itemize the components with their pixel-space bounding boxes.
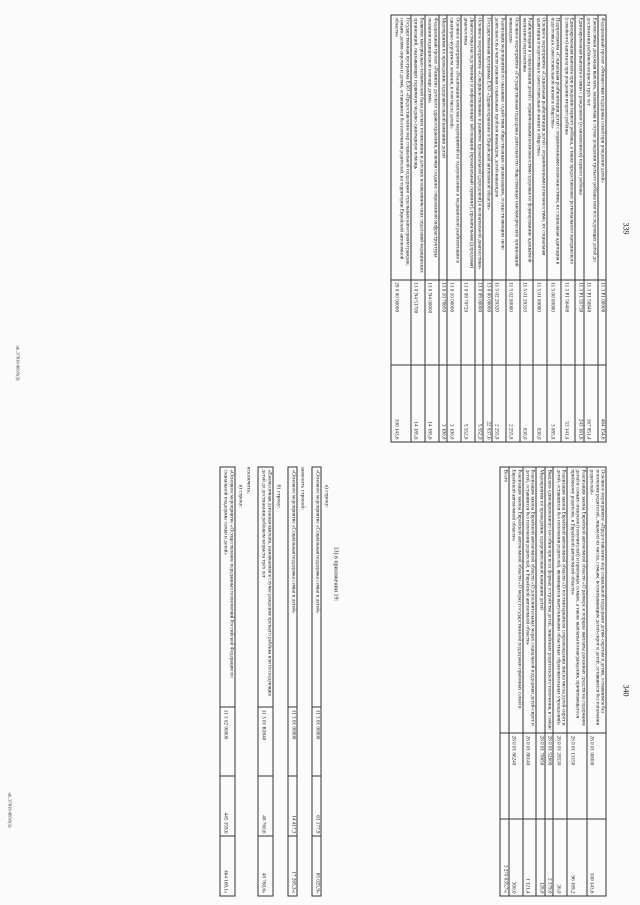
row-amount: 128,0 — [536, 818, 544, 895]
row-amount: 167 851,4 — [583, 365, 597, 442]
row-value-2: 65 025,9» — [312, 835, 321, 895]
table-row — [460, 15, 474, 442]
table-row — [391, 15, 410, 442]
row-name: Выплата единовременного пособия при всех формах устройства детей, лишённых родительского попечения, в семью — [544, 467, 552, 733]
row-code: 11 3 01 00000 — [288, 707, 297, 776]
row-code: 13 0 10 00000 — [447, 279, 461, 364]
exclude-label: исключить; — [245, 466, 252, 494]
table-row — [438, 15, 446, 442]
row-amount: 100 143,6 — [391, 365, 410, 442]
row-code — [500, 732, 508, 818]
table-row — [447, 15, 461, 442]
row-name: Мероприятия по проведению оздоровительной кампании детей — [536, 467, 544, 733]
table-row — [505, 15, 519, 442]
row-code: 11 3 01 R0840 — [258, 707, 273, 776]
row-code: 11 5 02 00000 — [505, 279, 519, 364]
row-code: 11 3 P1 55730 — [575, 279, 583, 364]
row-amount: 464 154,6 — [597, 365, 605, 442]
row-name: Основное мероприятие «Совершенствование и развитие пренатальной (дородовой) и неонатальной диагностики» — [474, 15, 482, 280]
table-row — [519, 15, 533, 442]
row-name: Государственная программа ЕАО «Предоставление мер социальной поддержки отдельным категориям граждан, семьям, детям-сиротам и детям, оставшимся без попечения родителей, на территории Еврейской автономной области» — [391, 15, 410, 280]
row-amount: 3 085,8 — [547, 365, 561, 442]
row-amount: 830,0 — [519, 365, 533, 442]
row-name: Реализация мероприятий по оказанию содействия общественным организациям, осуществляющим свою деятельность в части решения социальных проблем инвалидов, детей-инвалидов — [491, 15, 505, 280]
row-code: 28 0 01 86140 — [522, 732, 536, 818]
table-row — [522, 467, 536, 896]
row-code: 13 0 09 00000 — [474, 279, 482, 364]
row-name: Государственная программа ЕАО «Здравоохранение в Еврейской автономной области» — [483, 15, 491, 280]
page-number: 340 — [621, 684, 630, 696]
row-name: Подпрограмма «Социальная реабилитация детей с ограниченными возможностями, их социальная адаптация и подготовка к самостоятельной жизни в обществе» — [547, 15, 561, 280]
table-row — [483, 15, 491, 442]
row-code: 28 0 00 00000 — [391, 279, 410, 364]
table-row — [491, 15, 505, 442]
row-code: 11 5 00 00000 — [547, 279, 561, 364]
row-code: 11 3 01 00000 — [312, 707, 321, 776]
row-value-1: 63 177,9 — [312, 775, 321, 835]
row-amount: 22 837,6 — [483, 365, 491, 442]
row-amount: 2 379,0 — [544, 818, 552, 895]
table-row — [536, 467, 544, 896]
row-code: 11 3 P1 50840 — [583, 279, 597, 364]
row-code: 11 5 01 28310 — [519, 279, 533, 364]
row-amount: 5 552,0 — [460, 365, 474, 442]
row-name: Ежемесячная денежная выплата, назначаемая в случае рождения третьего ребёнка или последующих детей до достижения ребёнком возраста трёх лет — [583, 15, 597, 280]
row-name: Основное мероприятие «Государственная поддержка деятельности общественных некоммерческих организаций инвалидов» — [505, 15, 519, 280]
row-name: Реализация закона Еврейской автономной области «О мерах государственной поддержки приёмных семей в Еврейской автономной области» — [508, 467, 522, 733]
row-amount: 100 143,6 — [586, 818, 605, 895]
row-name: Федеральный проект «Финансовая поддержка семей при рождении детей» — [597, 15, 605, 280]
page-340 — [0, 452, 640, 905]
row-code: 11 3 P1 56400 — [561, 279, 575, 364]
row-amount: 243 161,8 — [575, 365, 583, 442]
row-name: «Ежемесячная денежная выплата, назначаемая в случае рождения третьего ребёнка или последующих детей до достижения ребёнком возраста трёх лет — [258, 467, 273, 707]
row-name: Реализация закона Еврейской автономной области «О постинтернатном сопровождении лиц из числа детей-сирот и детей, оставшихся без попечения родителей, являющихся выпускниками областных образовательных учреждений» — [553, 467, 567, 733]
table-row — [597, 15, 605, 442]
page-number: 339 — [621, 222, 630, 234]
row-code: 13 0 10 70650 — [438, 279, 446, 364]
row-code: 13 0 00 00000 — [483, 279, 491, 364]
row-code: 11 3 02 00000 — [220, 707, 235, 776]
row-amount: 830,0 — [533, 365, 547, 442]
row-amount: 3 100,0 — [438, 365, 446, 442]
row-amount: 3 100,0 — [447, 365, 461, 442]
row-amount: 5 552,0 — [474, 365, 482, 442]
item-title: 13) в приложении 19: — [332, 546, 338, 601]
row-code: 13 0 09 70720 — [460, 279, 474, 364]
row-name: Всего — [500, 467, 508, 733]
row-name: Федеральный проект «Развитие детского здравоохранения, включая создание современной инфраструктуры оказания медицинской помощи детям» — [424, 15, 438, 280]
row-name: Реабилитация и социализация детей с ограниченными возможностями здоровья по формированию адекватной жизненной перспективы — [519, 15, 533, 280]
footer-note: uk_37019-985/6(3) — [7, 792, 12, 827]
replace-label: заменить строкой: — [299, 466, 306, 510]
table-row — [567, 467, 586, 896]
sub-item-b: б) строку: — [275, 484, 282, 508]
row-name: «Основное мероприятие «Осуществление переданных полномочий Российской Федерации по социальной поддержке семьи и детей» — [220, 467, 235, 707]
row-b — [257, 466, 273, 896]
row-name: Единовременная выплата при рождении первого ребёнка, а также предоставление регионального материнского (семейного) капитала при рождении второго ребёнка — [561, 15, 575, 280]
table-row — [508, 467, 522, 896]
table-row — [583, 15, 597, 442]
row-name: Реализация закона Еврейской автономной области «О размере и порядке выплаты денежных средств на содержание детей в семьях опекунов (попечителей) и приёмных семьях, а также выплаты вознаграждения, причитающегося приёмному родителю, в Еврейской автономной области» — [567, 467, 586, 733]
page-339 — [0, 0, 640, 452]
row-name: Мероприятия по проведению оздоровительной кампании детей — [438, 15, 446, 280]
row-code: 13 0 N4 00000 — [424, 279, 438, 364]
row-value-2: 17 265,3»; — [288, 835, 297, 895]
row-code: 28 0 01 20530 — [553, 732, 567, 818]
row-code: 28 0 01 86240 — [508, 732, 522, 818]
row-value-1: 445 359,6 — [220, 775, 235, 835]
row-name: Основное мероприятие «Реализация комплекса мероприятий по оздоровлению и медицинской реабилитации в санаторно-курортном лечении, в том числе детей» — [447, 15, 461, 280]
row-value-2: 48 760,6» — [258, 835, 273, 895]
footer-note: uk_37019-985/6(3) — [15, 345, 20, 380]
row-name: Основное мероприятие «Предоставление мер социальной поддержки детям-сиротам и детям, оставшимся без попечения родителей, лицам из их числа, семьям, воспитывающим детей-сирот и детей, оставшихся без попечения родителей» — [586, 467, 605, 733]
row-name: Единовременная выплата в связи с рождением (усыновлением) первого ребёнка — [575, 15, 583, 280]
row-name: Развитие материально-технической базы детских поликлиник и детских поликлинических отделений медицинских организаций, оказывающих первичную медико-санитарную помощь — [410, 15, 424, 280]
amendment-notes — [213, 466, 340, 896]
row-value-1: 14 417,3 — [288, 775, 297, 835]
sub-item-c: в) строку: — [237, 484, 244, 508]
row-code: 11 3 P1 00000 — [597, 279, 605, 364]
row-new-a — [287, 466, 297, 896]
row-name: Реализация закона Еврейской автономной области «О дополнительных мерах социальной поддержки детей-сирот и детей, оставшихся без попечения родителей, в Еврейской автономной области» — [522, 467, 536, 733]
row-amount: 26,0 — [553, 818, 567, 895]
row-code: 11 5 02 28320 — [491, 279, 505, 364]
row-code: 28 0 01 13150 — [567, 732, 586, 818]
row-value-2: 464 169,1» — [220, 835, 235, 895]
row-amount: 2 255,8 — [491, 365, 505, 442]
table-row — [474, 15, 482, 442]
row-amount: 1 121,4 — [522, 818, 536, 895]
table-row — [553, 467, 567, 896]
row-amount: 96 189,2 — [567, 818, 586, 895]
row-amount: 14 185,6 — [424, 365, 438, 442]
table-row — [544, 467, 552, 896]
row-old-a — [311, 466, 321, 896]
row-amount: 14 185,6 — [410, 365, 424, 442]
row-c — [219, 466, 235, 896]
budget-table — [390, 14, 606, 442]
table-row — [586, 467, 605, 896]
row-name: «Основное мероприятие «Социальная поддержка семьи и детей» — [288, 467, 297, 707]
row-code: 28 0 01 52600 — [544, 732, 552, 818]
row-amount: 2 255,8 — [505, 365, 519, 442]
row-code: 13 0 N4 51700 — [410, 279, 424, 364]
table-row — [561, 15, 575, 442]
row-code: 11 5 01 00000 — [533, 279, 547, 364]
budget-table — [499, 466, 606, 896]
row-name: Диагностика наследственных и инфекционных заболеваний (пренатальный скрининг), пренатальная (дородовая) диагностика — [460, 15, 474, 280]
table-row — [500, 467, 508, 896]
row-code: 28 0 01 70650 — [536, 732, 544, 818]
table-row — [547, 15, 561, 442]
sub-item-a: а) строку: — [323, 484, 330, 508]
table-row — [424, 15, 438, 442]
table-row — [410, 15, 424, 442]
row-amount: 53 141,4 — [561, 365, 575, 442]
row-amount: 300,0 — [508, 818, 522, 895]
row-name: Основное мероприятие «Социальная реабилитация детей с ограниченными возможностями, их социальная адаптация и подготовка к самостоятельной жизни в обществе» — [533, 15, 547, 280]
row-name: «Основное мероприятие «Социальная поддержка семьи и детей» — [312, 467, 321, 707]
row-amount: 3 270 835,7»; — [500, 818, 508, 895]
table-row — [575, 15, 583, 442]
table-row — [533, 15, 547, 442]
row-code: 28 0 01 00000 — [586, 732, 605, 818]
row-value-1: 48 760,6 — [258, 775, 273, 835]
